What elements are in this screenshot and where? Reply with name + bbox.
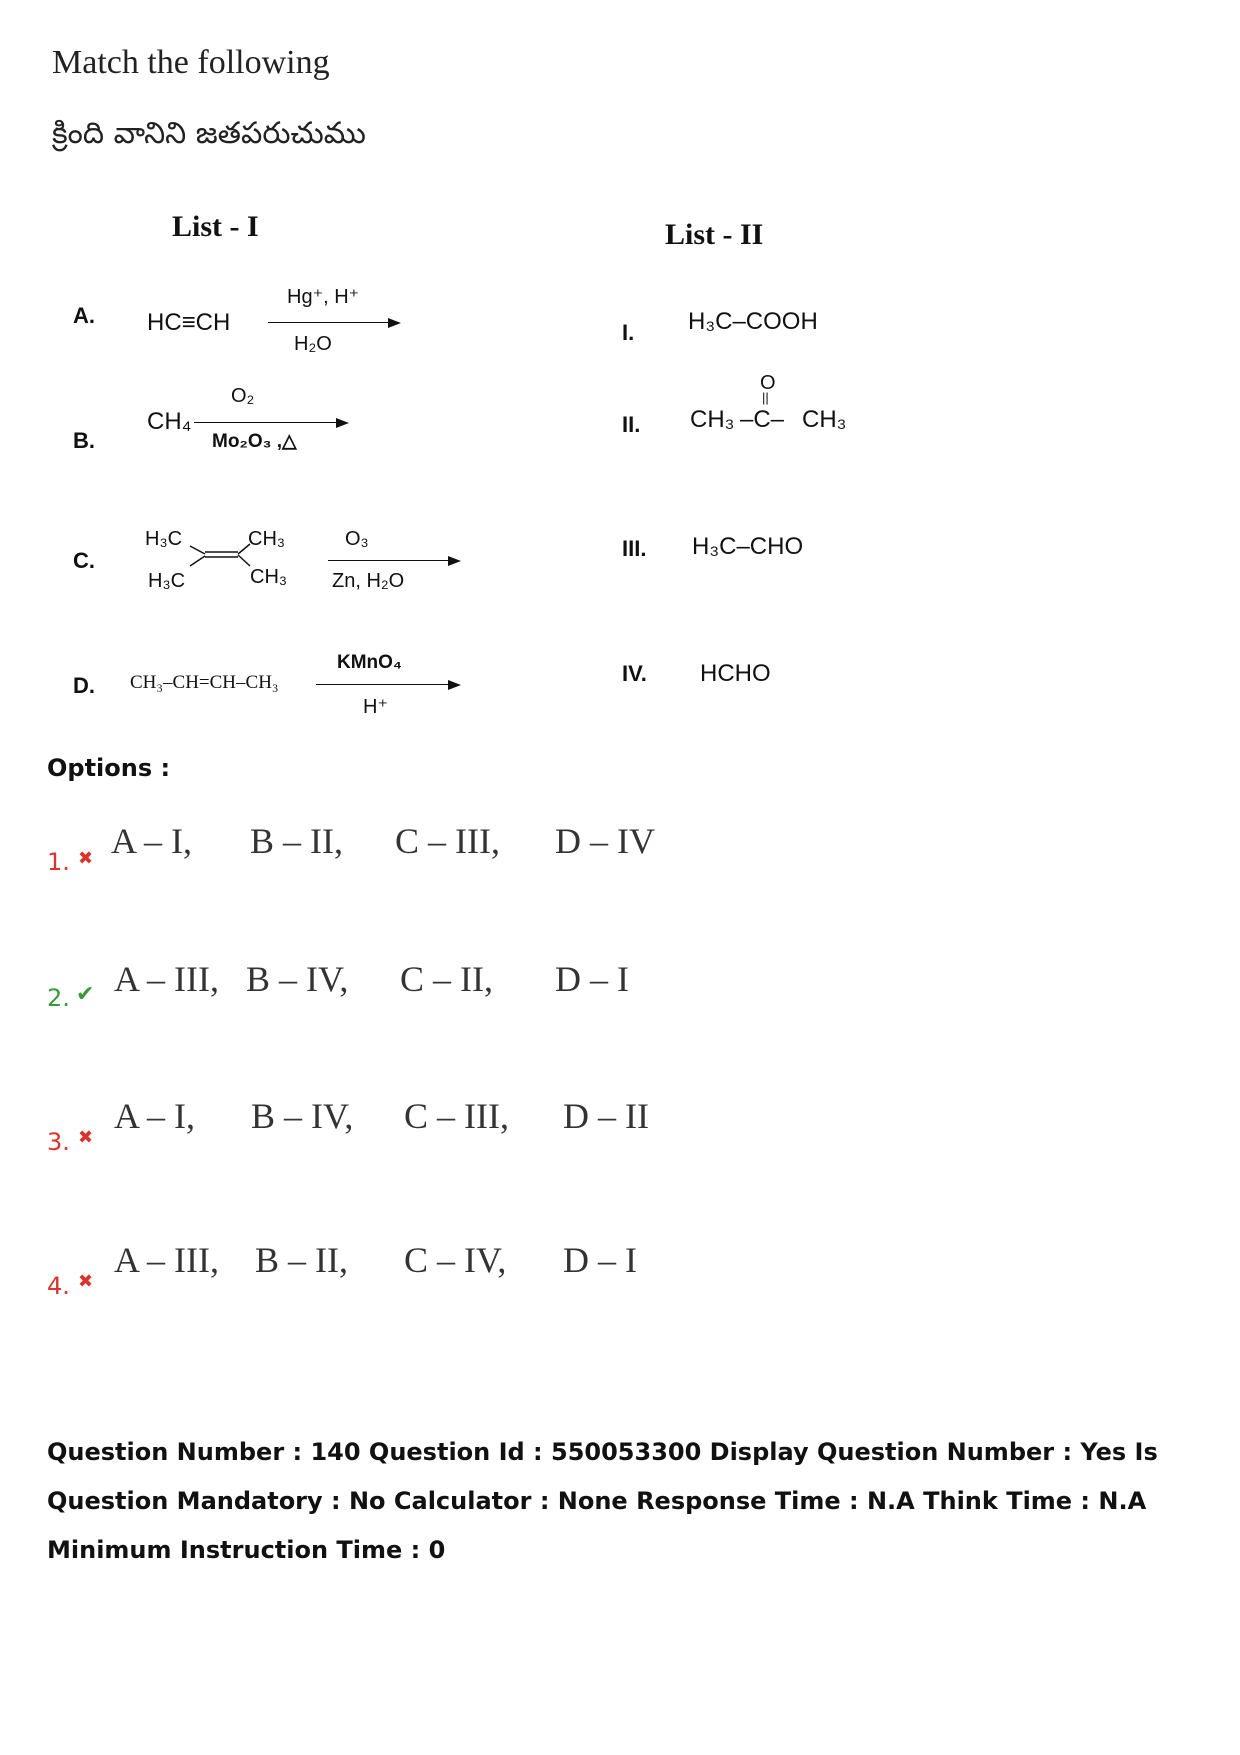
option-part: D – IV [555,821,655,861]
reaction-arrow [194,422,336,423]
option-number: 2. [47,984,70,1012]
option-number: 3. [47,1128,70,1156]
option-part: B – IV, [246,959,349,999]
reagent-bottom: Mo₂O₃ ,△ [212,431,297,452]
option-part: B – II, [250,821,343,861]
reactant: HC≡CH [147,309,231,336]
reactant: CH₄ [147,408,192,435]
double-bond: || [762,390,769,405]
product-mid: –C– [740,406,785,433]
reagent-bottom: H⁺ [363,696,388,718]
option-part: C – IV, [404,1240,507,1280]
arrow-head-icon [448,680,461,690]
reaction-arrow [316,684,448,685]
arrow-head-icon [448,556,461,566]
reagent-top: Hg⁺, H⁺ [287,286,360,308]
row-label: B. [73,428,95,453]
list2-item-1: H₃C–COOH [688,308,818,335]
cross-icon: ✖ [78,1271,94,1292]
reagent-bottom: Zn, H₂O [332,570,405,592]
option-number: 4. [47,1272,70,1300]
option-part: A – I, [111,821,192,861]
option-part: B – II, [255,1240,348,1280]
row-label: D. [73,673,95,698]
list2-item-3: H₃C–CHO [692,533,804,560]
option-part: C – III, [404,1096,509,1136]
options-label: Options : [47,754,171,782]
reagent-bottom: H₂O [294,333,332,355]
option-part: A – III, [114,1240,219,1280]
option-part: C – III, [395,821,500,861]
row-label: C. [73,548,95,573]
reagent-top: O₃ [345,528,369,550]
list2-label-2: II. [622,412,641,437]
reagent-top: KMnO₄ [337,652,402,673]
reactant-bottom-right: CH₃ [250,566,288,588]
product-right: CH₃ [802,406,847,433]
check-icon: ✔ [76,982,95,1007]
alkene-bonds [180,536,260,576]
product-left: CH₃ [690,406,735,433]
list2-item-4: HCHO [700,660,771,687]
question-title: Match the following [52,44,330,81]
carbonyl-oxygen: O [760,372,776,394]
list2-label-4: IV. [622,661,647,686]
reactant-bottom-left: H₃C [148,570,186,592]
reagent-top: O₂ [231,385,255,407]
reactant: CH₃–CH=CH–CH₃ [130,672,279,693]
option-part: D – I [563,1240,637,1280]
option-number: 1. [47,848,70,876]
option-part: C – II, [400,959,493,999]
cross-icon: ✖ [78,1127,94,1148]
reactant-top-right: CH₃ [248,528,286,550]
reactant-top-left: H₃C [145,528,183,550]
question-title-telugu: క్రింది వానిని జతపరుచుము [52,116,366,151]
option-part: B – IV, [251,1096,354,1136]
list1-heading: List - I [172,210,259,243]
list2-heading: List - II [665,218,764,251]
list2-label-1: I. [622,320,635,345]
arrow-head-icon [388,318,401,328]
arrow-head-icon [336,418,349,428]
row-label: A. [73,303,95,328]
option-part: D – II [563,1096,649,1136]
list2-label-3: III. [622,536,647,561]
reaction-arrow [268,322,388,323]
cross-icon: ✖ [78,848,94,869]
question-metadata: Question Number : 140 Question Id : 550053300 Display Question Number : Yes Is Question Mandatory : No Calculator : None Response Time : N.A Think Time : N.A Minimum Instruction Time : 0 [47,1438,1158,1564]
option-part: D – I [555,959,629,999]
option-part: A – I, [114,1096,195,1136]
reaction-arrow [328,560,448,561]
option-part: A – III, [114,959,219,999]
